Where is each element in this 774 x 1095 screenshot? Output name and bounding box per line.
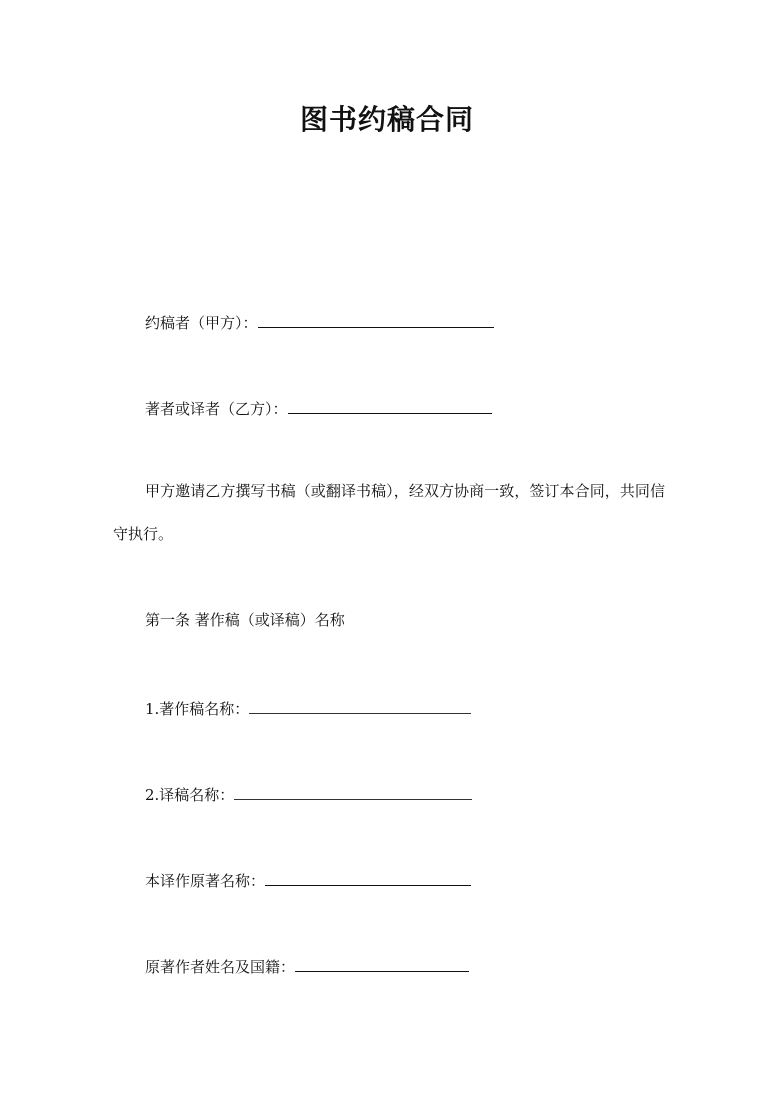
document-title: 图书约稿合同 <box>299 103 474 136</box>
original-author-label: 原著作者姓名及国籍： <box>145 958 296 976</box>
original-title-label: 本译作原著名称： <box>145 872 266 890</box>
original-author-blank[interactable] <box>295 955 469 972</box>
intro-paragraph: 甲方邀请乙方撰写书稿（或翻译书稿），经双方协商一致，签订本合同，共同信守执行。 <box>113 482 665 543</box>
original-author-line <box>145 955 469 977</box>
item-2-label: 2.译稿名称： <box>145 786 235 804</box>
item-1-line <box>145 697 471 719</box>
item-2-blank[interactable] <box>234 783 472 800</box>
item-2-line <box>145 783 472 805</box>
party-b-blank[interactable] <box>288 397 492 414</box>
item-1-blank[interactable] <box>249 697 471 714</box>
item-1-label: 1.著作稿名称： <box>145 700 250 718</box>
party-a-label: 约稿者（甲方）： <box>145 314 258 332</box>
original-title-blank[interactable] <box>265 869 471 886</box>
party-b-label: 著者或译者（乙方）： <box>145 400 288 418</box>
original-title-line <box>145 869 471 891</box>
party-b-line <box>145 397 492 419</box>
article-1-heading: 第一条 著作稿（或译稿）名称 <box>145 611 345 629</box>
party-a-blank[interactable] <box>258 311 494 328</box>
party-a-line <box>145 311 494 333</box>
